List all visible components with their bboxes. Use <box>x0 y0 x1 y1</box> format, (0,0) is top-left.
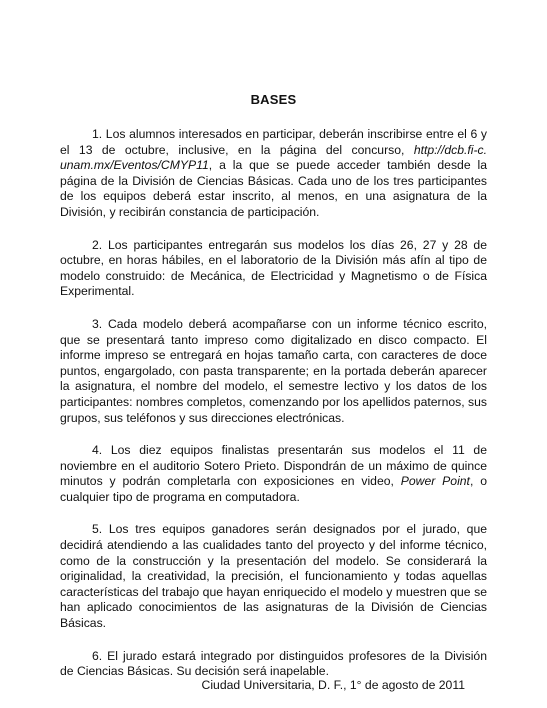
paragraph-text: 1. Los alumnos interesados en participar, deberán inscribirse entre el 6 y el 13 de octubre, inclusive, en la página del concurso, <box>60 127 487 157</box>
paragraph-text: , a la que se puede acceder también desde la página de la División de Ciencias Básicas. Cada uno de los tres participantes de los equipos deberá estar inscrito, al menos, en una asignatura de la División, y recibirán constancia de participación. <box>60 158 487 219</box>
paragraph-text: 4. Los diez equipos finalistas presentarán sus modelos el 11 de noviembre en el auditorio Sotero Prieto. Dispondrán de un máximo de quince minutos y podrán completarla con exposiciones en video, <box>60 443 487 489</box>
bases-paragraph-4 <box>60 443 487 505</box>
page-title: BASES <box>250 92 297 107</box>
bases-paragraph-5 <box>60 522 487 631</box>
paragraph-text: 2. Los participantes entregarán sus modelos los días 26, 27 y 28 de octubre, en horas hábiles, en el laboratorio de la División más afín al tipo de modelo construido: de Mecánica, de Electricidad y Magnetismo o de Física Experimental. <box>60 237 487 299</box>
paragraph-text: 5. Los tres equipos ganadores serán designados por el jurado, que decidirá atendiendo a las cualidades tanto del proyecto y del informe técnico, como de la construcción y la presentación del modelo. Se considerará la originalidad, la creatividad, la precisión, el funcionamiento y todas aquellas características del trabajo que hayan enriquecido el modelo y muestren que se han aplicado conocimientos de las asignaturas de la División de Ciencias Básicas. <box>60 522 487 631</box>
italic-text: Power Point <box>400 474 470 489</box>
italic-text: http://dcb.fi-c. unam.mx/Eventos/CMYP11 <box>60 142 487 173</box>
document-body <box>60 127 487 697</box>
paragraph-text: , o cualquier tipo de programa en computadora. <box>60 474 487 504</box>
bases-paragraph-6 <box>60 649 487 680</box>
bases-paragraph-2 <box>60 238 487 300</box>
paragraph-text: 3. Cada modelo deberá acompañarse con un informe técnico escrito, que se presentará tanto impreso como digitalizado en disco compacto. El informe impreso se entregará en hojas tamaño carta, con caracteres de doce puntos, engargolado, con pasta transparente; en la portada deberán aparecer la asignatura, el nombre del modelo, el semestre lectivo y los datos de los participantes: nombres completos, comenzando por los apellidos paternos, sus grupos, sus teléfonos y sus direcciones electrónicas. <box>60 316 487 425</box>
bases-paragraph-3 <box>60 317 487 426</box>
bases-paragraph-1 <box>60 127 487 221</box>
paragraph-text: 6. El jurado estará integrado por distinguidos profesores de la División de Ciencias Básicas. Su decisión será inapelable. <box>60 648 487 679</box>
document-footer: Ciudad Universitaria, D. F., 1° de agosto de 2011 <box>201 678 465 692</box>
